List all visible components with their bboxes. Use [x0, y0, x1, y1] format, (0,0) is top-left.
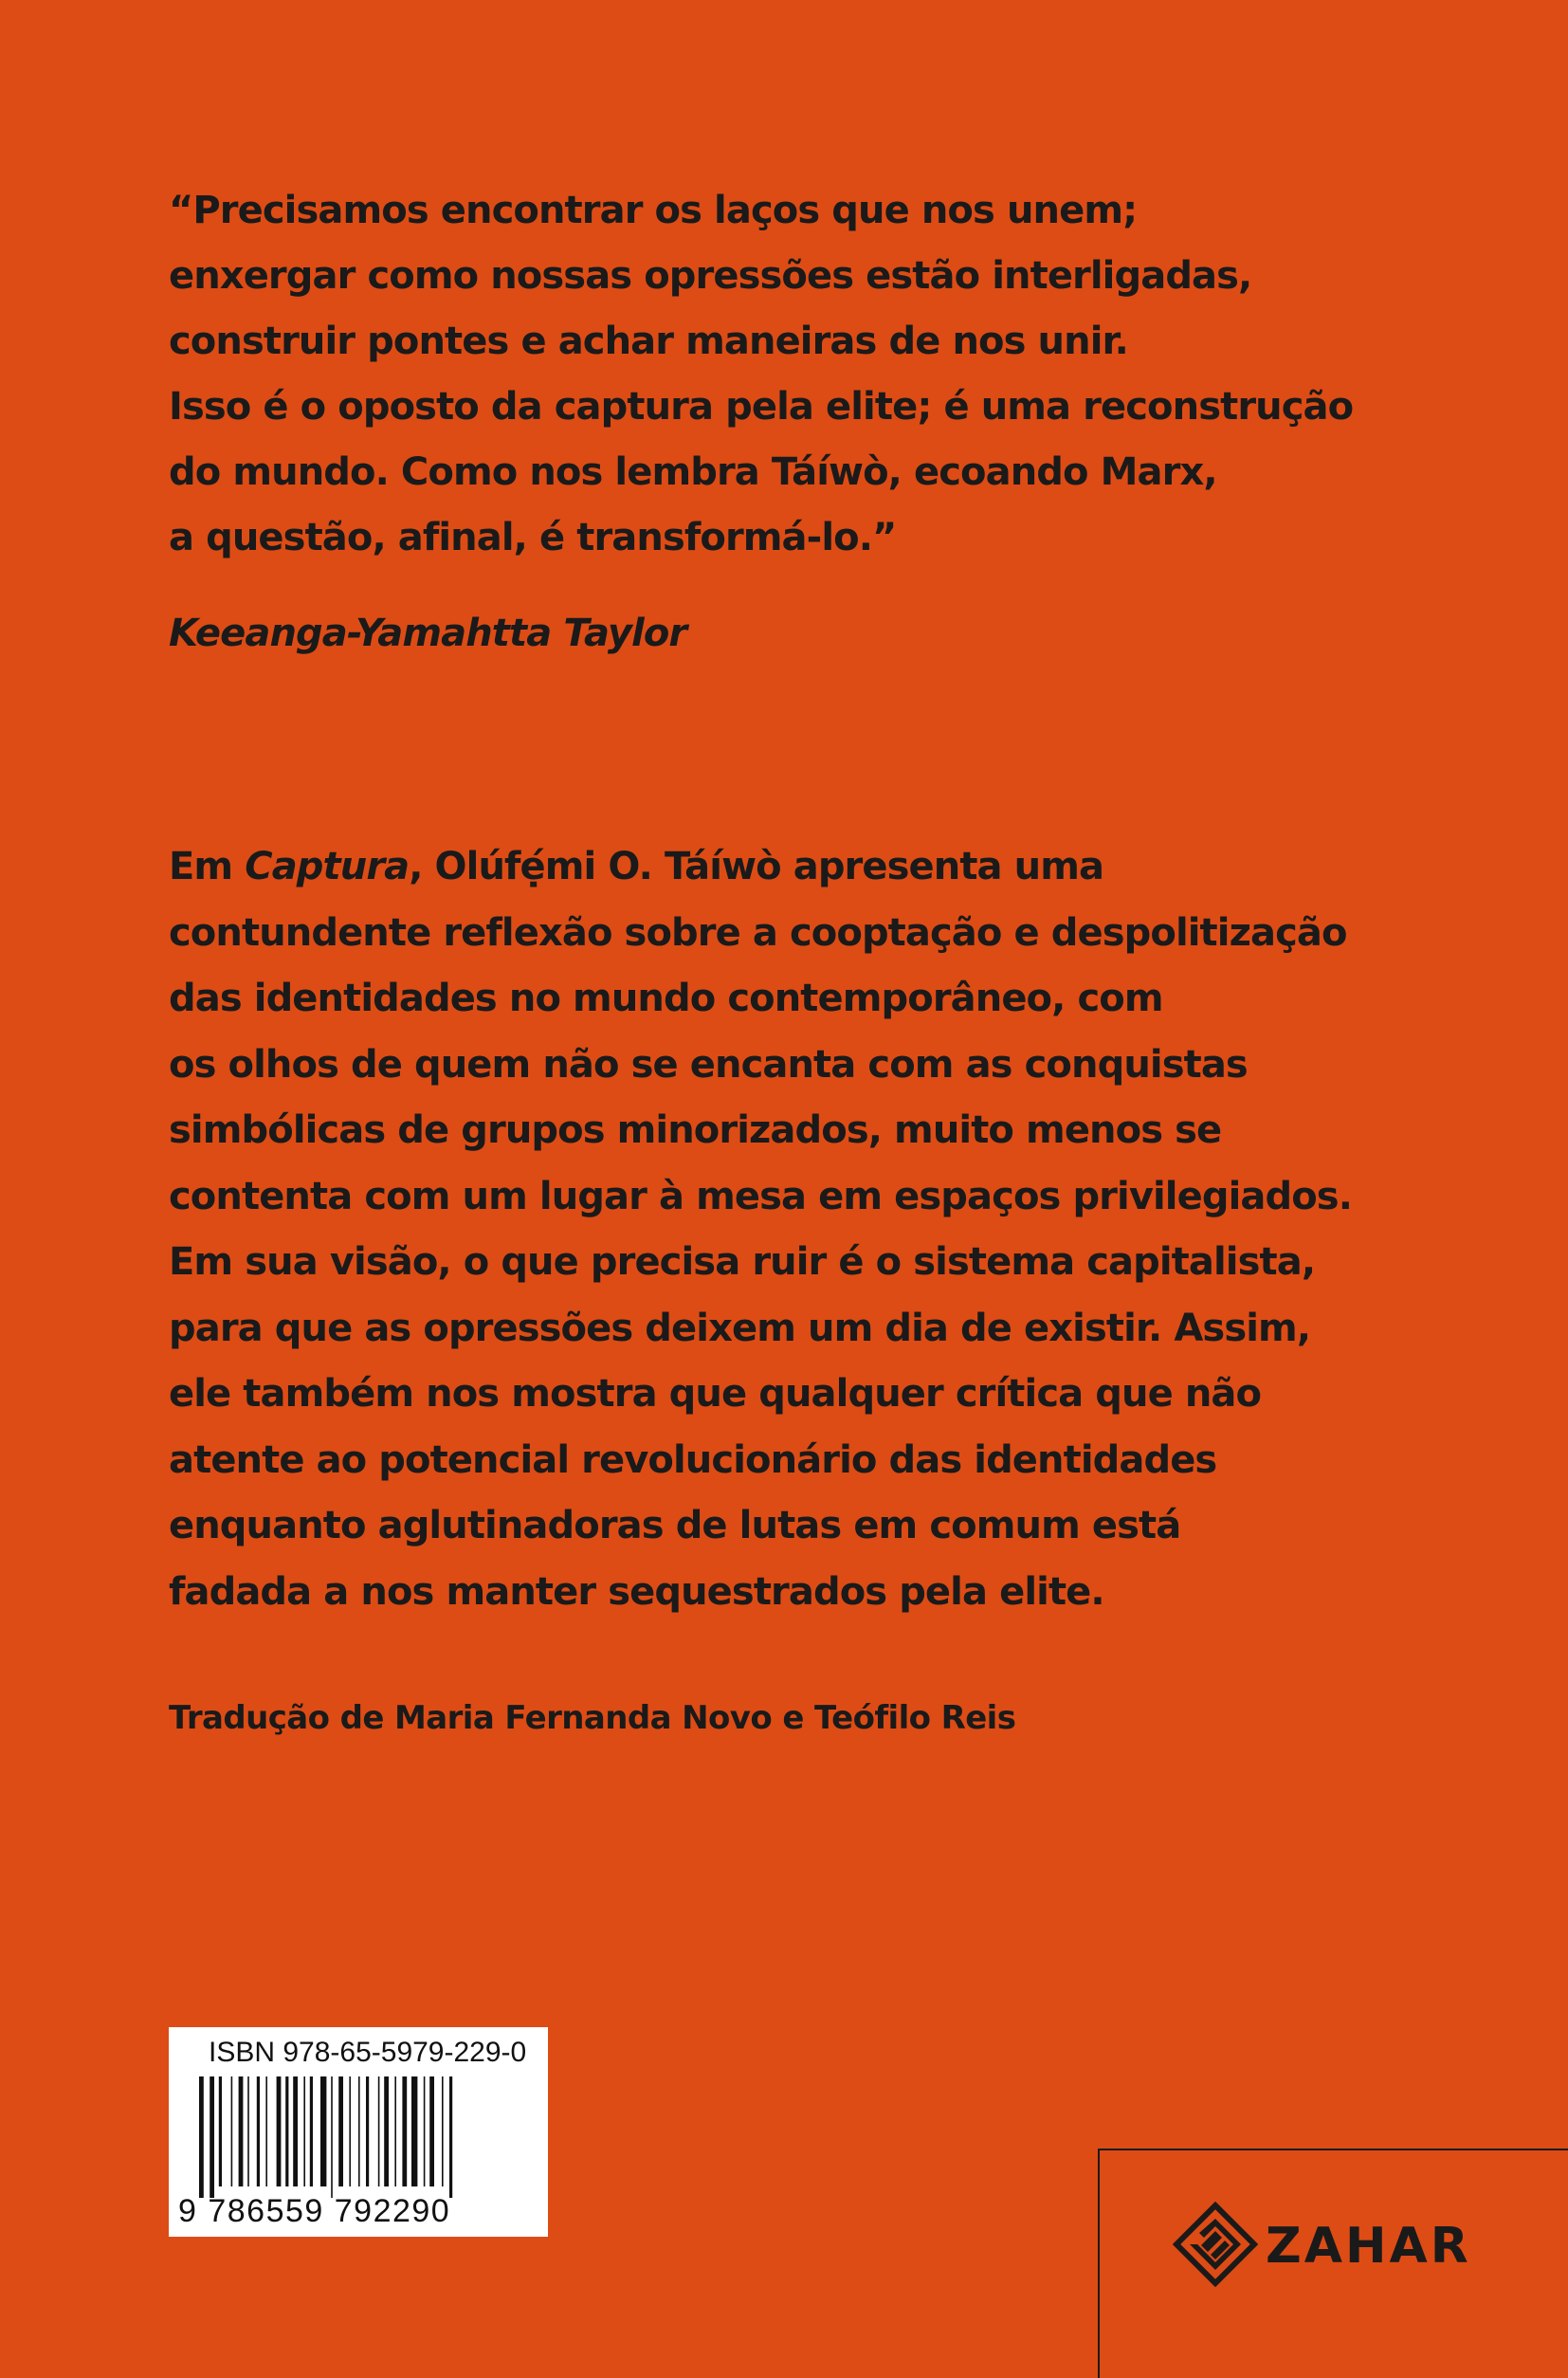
publisher-name: ZAHAR: [1266, 2218, 1471, 2275]
synopsis-line: contundente reflexão sobre a cooptação e despolitização: [169, 910, 1347, 955]
translation-credit: Tradução de Maria Fernanda Novo e Teófilo Reis: [169, 1699, 1016, 1737]
barcode-bars-icon: [195, 2076, 527, 2198]
synopsis-line: os olhos de quem não se encanta com as conquistas: [169, 1042, 1248, 1087]
barcode-digits: 9 786559 792290: [178, 2193, 451, 2229]
isbn-label: ISBN 978-65-5979-229-0: [209, 2037, 527, 2068]
quote-line: Isso é o oposto da captura pela elite; é uma reconstrução: [169, 385, 1354, 429]
synopsis-line: contenta com um lugar à mesa em espaços privilegiados.: [169, 1174, 1353, 1218]
synopsis-line: ele também nos mostra que qualquer crítica que não: [169, 1372, 1262, 1416]
quote-author: Keeanga-Yamahtta Taylor: [169, 612, 687, 655]
isbn-barcode: [169, 2027, 548, 2237]
synopsis-suffix: , Olúfẹ́mi O. Táíwò apresenta uma: [409, 845, 1104, 888]
book-title: Captura: [245, 845, 410, 888]
synopsis-prefix: Em: [169, 845, 246, 888]
synopsis-line: enquanto aglutinadoras de lutas em comum está: [169, 1504, 1181, 1547]
zahar-book-diamond-icon: [1173, 2202, 1258, 2287]
quote-line: enxergar como nossas opressões estão interligadas,: [169, 254, 1252, 298]
synopsis-line: atente ao potencial revolucionário das identidades: [169, 1437, 1217, 1482]
synopsis-line: para que as opressões deixem um dia de existir. Assim,: [169, 1306, 1311, 1350]
quote-line: construir pontes e achar maneiras de nos unir.: [169, 320, 1128, 363]
quote-line: “Precisamos encontrar os laços que nos unem;: [169, 189, 1138, 232]
synopsis-line: [169, 834, 1496, 901]
book-synopsis: [169, 834, 1496, 1625]
quote-line: do mundo. Como nos lembra Táíwò, ecoando Marx,: [169, 450, 1217, 494]
synopsis-line: Em sua visão, o que precisa ruir é o sistema capitalista,: [169, 1240, 1316, 1284]
blurb-quote: [169, 178, 1439, 571]
synopsis-line: fadada a nos manter sequestrados pela elite.: [169, 1569, 1104, 1614]
quote-line: a questão, afinal, é transformá-lo.”: [169, 516, 897, 559]
synopsis-line: simbólicas de grupos minorizados, muito menos se: [169, 1108, 1222, 1152]
synopsis-line: das identidades no mundo contemporâneo, com: [169, 977, 1163, 1020]
